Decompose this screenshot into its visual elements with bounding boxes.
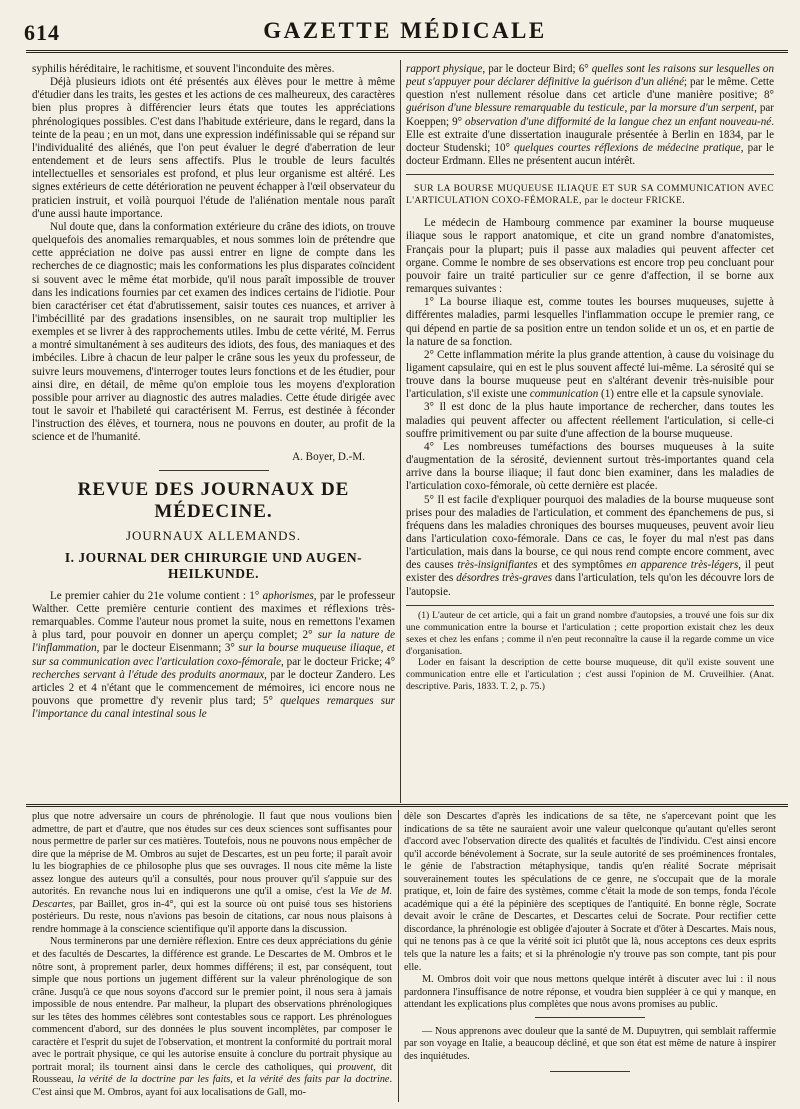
page-header [24, 18, 786, 48]
column-divider [400, 60, 401, 803]
separator [535, 1017, 645, 1018]
article-title: SUR LA BOURSE MUQUEUSE ILIAQUE ET SUR SA COMMUNICATION AVEC L'ARTICULATION COXO-FÉMORALE, par le docteur FRICKE. [406, 183, 774, 207]
journal-title: GAZETTE MÉDICALE [263, 18, 547, 43]
footnote-text: Loder en faisant la description de cette bourse muqueuse, dit qu'il existe souvent une communication entre elle et l'articulation ; c'est aussi l'opinion de M. Cruveilhier. (Anat. descriptive. Paris, 1833. T. 2, p. 75.) [406, 657, 774, 693]
paragraph: rapport physique, par le docteur Bird; 6° quelles sont les raisons sur lesquelles on peut s'appuyer pour déclarer définitive la guérison d'un aliéné; par le même. Cette question n'est nullement résolue dans cet article d'une manière positive; 8° guérison d'une blessure remarquable du testicule, par la morsure d'un serpent, par Koeppen; 9° observation d'une difformité de la langue chez un enfant nouveau-né. Elle est extraite d'une dissertation inaugurale présentée à Berlin en 1834, par le docteur Studenski; 10° quelques courtes réflexions de médecine pratique, par le docteur Erdmann. Elles ne présentent aucun intérêt. [406, 63, 774, 168]
column-left-upper [32, 63, 395, 801]
section-rule [26, 804, 788, 807]
paragraph: Nous terminerons par une dernière réflexion. Entre ces deux appréciations du génie et des facultés de Descartes, la différence est grande. Le Descartes de M. Ombros et le nôtre sont, à proprement parler, deux hommes différens; il est, par conséquent, tout simple que nous portions un jugement différent sur la valeur phrénologique de son crâne. Jusqu'à ce que nous soyons d'accord sur le premier point, il nous sera à jamais impossible de nous entendre. Par malheur, la plupart des observations phrénologiques sur les têtes des hommes célèbres sont contestables sous ce rapport. Les phrénologues commencent d'abord, sur des données le plus souvent incomplètes, par composer le caractère et l'esprit du sujet de l'observation, et montrent la conformité du portrait moral avec le portrait physique, ce qui les autorise ensuite à conclure du portrait physique au portrait moral; ils tournent ainsi dans le cercle des catholiques, qui prouvent, dit Rousseau, la vérité de la doctrine par les faits, et la vérité des faits par la doctrine. C'est ainsi que M. Ombros, ayant foi aux localisations de Gall, mo- [32, 936, 392, 1099]
footnote-text: (1) L'auteur de cet article, qui a fait un grand nombre d'autopsies, a trouvé une fois sur dix une communication entre la bourse et l'articulation ; cette proportion existait chez les deux sexes et chez les enfans ; comme il n'en peut reconnaître la cause il la regarde comme un vice d'organisation. [406, 609, 774, 657]
column-right-lower [404, 811, 776, 1101]
column-divider [398, 810, 399, 1102]
paragraph: 3° Il est donc de la plus haute importance de rechercher, dans toutes les maladies qui peuvent affecter ou affectent réellement l'articulation, si celle-ci souffre primitivement ou par suite d'une affection de la bourse muqueuse. [406, 401, 774, 440]
paragraph: dèle son Descartes d'après les indications de sa tête, ne s'apercevant point que les indications de sa tête ne sauraient avoir une valeur quelconque qu'autant qu'elles seront d'accord avec l'observation directe des qualités et facultés de l'individu. C'est ainsi encore qu'il accorde bénévolement à Socrate, sur la seule autorité de ses proéminences frontales, le génie de l'abstraction métaphysique, tandis qu'en réalité Socrate méprisait souverainement toutes les spéculations de ce genre, ne s'occupait que de la morale pratique, et, loin de faire des systèmes, comme c'était la mode de son temps, fonda l'école académique qui a été la pépinière des sceptiques de l'antiquité. En bonne règle, Socrate devait avoir le crâne de Descartes, et Descartes celui de Socrate. Pour rectifier cette discordance, la phrénologie est obligée d'ajouter à Socrate et d'ôter à Descartes. Mais nous, qui ne tenons pas à ce que la vérité soit ici plutôt que là, nous acceptons ces deux esprits tels que la nature les a faits; et si la phrénologie n'y trouve pas son compte, tant pis pour elle. [404, 811, 776, 973]
paragraph: 2° Cette inflammation mérite la plus grande attention, à cause du voisinage du ligament capsulaire, qui en est le plus souvent affecté lui-même. La sérosité qui se trouve dans la bourse muqueuse peut en s'altérant devenir très-nuisible pour l'articulation, s'il existe une communication (1) entre elle et la capsule synoviale. [406, 348, 774, 401]
paragraph: plus que notre adversaire un cours de phrénologie. Il faut que nous voulions bien admettre, de part et d'autre, que nos études sur ces deux sciences sont suffisantes pour nous permettre de parler sur ces matières. Toutefois, nous ne pouvons nous empêcher de dire que la méprise de M. Ombros au sujet de Descartes, est un peu forte; il paraît avoir lu les biographies de ce philosophe plus que ses ouvrages. Il nous cite même la liste assez longue des auteurs qu'il a consultés, pour nous prouver qu'il s'appuie sur des autorités. En revanche nous lui en indiquerons une qu'il a omise, c'est la Vie de M. Descartes, par Baillet, gros in-4°, qui est la source où ont puisé tous ses historiens postérieurs. Du reste, nous n'avions pas besoin de citations, car nous nous plaisons à rendre hommage à la conscience scientifique qu'il apporte dans la discussion. [32, 811, 392, 935]
paragraph: syphilis héréditaire, le rachitisme, et souvent l'inconduite des mères. [32, 63, 335, 75]
subsection-heading: JOURNAUX ALLEMANDS. [125, 527, 301, 543]
footnote-separator [406, 605, 774, 606]
paragraph: M. Ombros doit voir que nous mettons quelque intérêt à discuter avec lui : il nous pardonnera l'insuffisance de notre réponse, et voudra bien suppléer à ce qui y manque, en attendant les explications plus complètes que nous avons promises au public. [404, 974, 776, 1011]
header-rule [26, 50, 788, 53]
column-right-upper [406, 63, 774, 801]
column-left-lower [32, 811, 392, 1101]
footnote [406, 610, 774, 693]
news-item: — Nous apprenons avec douleur que la santé de M. Dupuytren, qui semblait raffermie par son voyage en Italie, a beaucoup décliné, et que son état est même de nature à inspirer des inquiétudes. [404, 1025, 776, 1062]
paragraph: Le premier cahier du 21e volume contient : 1° aphorismes, par le professeur Walther. Cette première centurie contient des maximes et réflexions très-remarquables. Comme l'auteur nous promet la suite, nous en remettons l'examen à plus tard, pour pouvoir en donner un aperçu complet; 2° sur la nature de l'inflammation, par le docteur Eisenmann; 3° sur la bourse muqueuse iliaque, et sur sa communication avec l'articulation coxo-fémorale, par le docteur Fricke; 4° recherches servant à l'étude des produits anormaux, par le docteur Zandero. Les articles 2 et 4 n'étant que le commencement de mémoires, ici encore nous ne pouvons que promettre d'y revenir plus tard; 5° quelques remarques sur l'importance du canal intestinal sous le [32, 589, 395, 721]
separator [159, 470, 269, 471]
page-number: 614 [24, 20, 60, 45]
separator [550, 1071, 630, 1072]
section-heading: REVUE DES JOURNAUX DE MÉDECINE. [77, 478, 350, 522]
journal-heading: I. JOURNAL DER CHIRURGIE UND AUGEN-HEILKUNDE. [64, 549, 363, 581]
paragraph: Déjà plusieurs idiots ont été présentés aux élèves pour le mettre à même d'étudier dans les traits, les gestes et les actions de ces malheureux, des caractères bien plus propres à différencier leurs états que toutes les appréciations phrénologiques possibles. C'est dans l'habitude extérieure, dans le regard, dans la teinte de la peau ; en un mot, dans une expression indéfinissable qui se répand sur l'individualité des aliénés, que l'on peut évaluer le degré d'aberration de leur entendement et de leurs sens affectifs. Plus le trouble de leurs facultés intellectuelles et sensoriales est profond, et plus leur organisme est altéré. Les signes extérieurs de cette détérioration ne peuvent échapper à l'œil observateur du praticien instruit, et voilà pourquoi l'étude de l'aliénation mentale nous paraît d'une aussi haute importance. [32, 76, 395, 220]
paragraph: 1° La bourse iliaque est, comme toutes les bourses muqueuses, sujette à différentes maladies, parmi lesquelles l'inflammation occupe le premier rang, ce qui dépend en partie de sa position entre un tendon solide et un os, et en partie de la nature de sa fonction. [406, 296, 774, 348]
paragraph: 5° Il est facile d'expliquer pourquoi des maladies de la bourse muqueuse sont prises pour des maladies de l'articulation, et comment des épanchemens de pus, si fréquens dans les maladies chroniques des bourses muqueuses, peuvent avoir lieu dans l'articulation coxo-fémorale. Dans ce cas, le foyer du mal n'est pas dans l'articulation, mais dans la bourse, ce qui nous rend compte encore comment, avec des causes très-insignifiantes et des symptômes en apparence très-légers, il peut exister des désordres très-graves dans l'articulation, tels qu'on les découvre lors de l'autopsie. [406, 493, 774, 598]
author-signature: A. Boyer, D.-M. [292, 450, 365, 463]
paragraph: 4° Les nombreuses tuméfactions des bourses muqueuses à la suite d'augmentation de la sérosité, deviennent surtout très-importantes quand cela arrive dans la bourse iliaque; il faut donc bien examiner, dans les maladies de l'articulation coxo-fémorale, où cette dernière est placée. [406, 440, 774, 493]
paragraph: Le médecin de Hambourg commence par examiner la bourse muqueuse iliaque sous le rapport anatomique, et cite un grand nombre d'anatomistes, Français pour la plupart; puis il passe aux maladies qui peuvent affecter cet organe. Comme le nombre de ses observations est encore trop peu concluant pour pouvoir faire un traité particulier sur ce genre d'affection, il se borne aux remarques suivantes : [406, 217, 774, 296]
separator [406, 174, 774, 175]
paragraph: Nul doute que, dans la conformation extérieure du crâne des idiots, on trouve quelquefois des anomalies remarquables, et nous sommes loin de prétendre que cette appréciation ne doive pas aussi entrer en ligne de compte dans les recherches de ce diagnostic; mais les conformations les plus disparates coïncident si souvent avec le même état morbide, qu'il nous paraît impossible de trouver dans les indications fournies par cet examen des indices certains de l'idiotie. Pour bien caractériser cet état d'abrutissement, saisir toutes ces nuances, et arriver à l'imbécillité par des gradations insensibles, on ne saurait trop multiplier les exemples et se livrer à des rapprochements utiles. Imbu de cette vérité, M. Ferrus a montré simultanément à ses auditeurs des idiots, des fous, des maniaques et des imbéciles. Libre à chacun de leur palper le crâne sous les yeux du professeur, de suivre leurs mouvemens, d'interroger toutes leurs fonctions et de les étudier, pour ainsi dire, en détail, de même qu'on emploie tous les moyens d'exploration possible pour arriver au diagnostic des autres maladies. Cette étude dirigée avec tout le savoir et l'habileté qui caractérisent M. Ferrus, est destinée à féconder l'instruction des élèves, et tournera, nous ne pouvons en douter, au profit de la science et de l'humanité. [32, 220, 395, 444]
